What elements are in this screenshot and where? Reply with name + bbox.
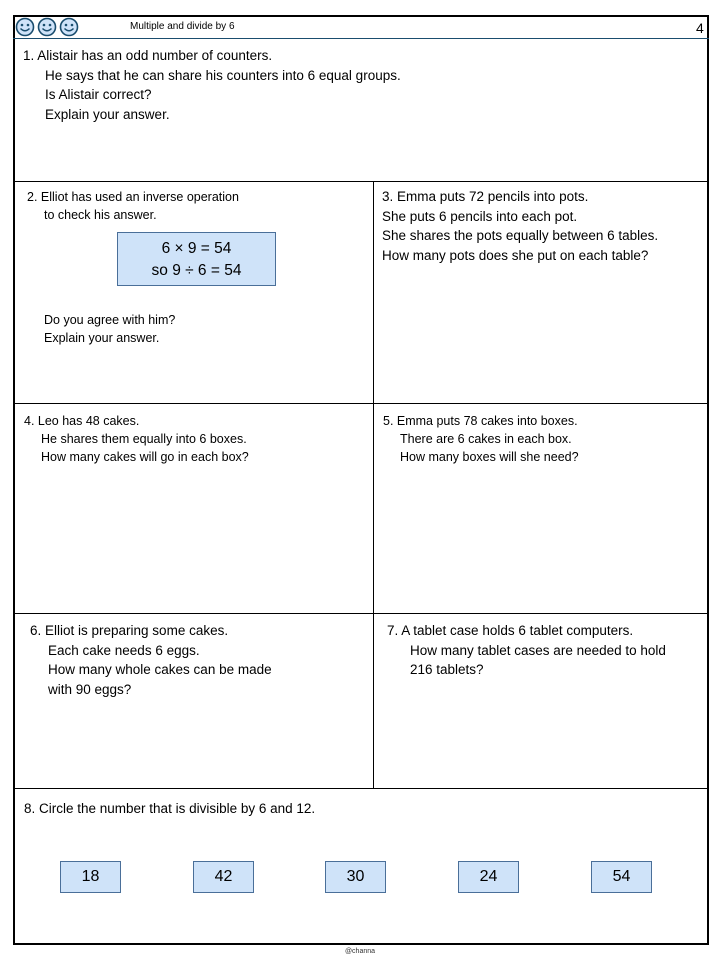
question-text: Each cake needs 6 eggs. (48, 642, 200, 658)
question-text: How many whole cakes can be made (48, 662, 272, 677)
question-text: Do you agree with him? (44, 313, 176, 327)
page-number: 4 (696, 20, 704, 36)
question-text: He says that he can share his counters into 6 equal groups. (45, 67, 401, 83)
question-text: 4. Leo has 48 cakes. (24, 414, 140, 428)
question-text: 2. Elliot has used an inverse operation (27, 190, 239, 204)
question-text: 8. Circle the number that is divisible by 6 and 12. (24, 801, 316, 816)
question-4 (24, 412, 249, 466)
section-divider (13, 788, 709, 789)
question-2 (27, 188, 239, 224)
question-1 (23, 46, 401, 124)
worksheet-title: Multiple and divide by 6 (130, 21, 235, 32)
question-text: How many cakes will go in each box? (41, 450, 249, 464)
question-text: She shares the pots equally between 6 tables. (382, 228, 659, 243)
question-text: How many pots does she put on each table? (382, 247, 649, 263)
column-divider (373, 181, 374, 788)
equation-line: 6 × 9 = 54 (161, 240, 232, 257)
question-text: There are 6 cakes in each box. (400, 432, 572, 446)
header-faces (15, 17, 79, 37)
question-7 (387, 621, 666, 680)
question-text: Is Alistair correct? (45, 87, 152, 102)
number-option[interactable]: 54 (591, 861, 652, 893)
header-divider (13, 38, 709, 39)
equation-line: so 9 ÷ 6 = 54 (151, 262, 242, 279)
equation-box (117, 232, 276, 286)
section-divider (13, 613, 709, 614)
question-text: 216 tablets? (410, 662, 484, 677)
question-text: How many tablet cases are needed to hold (410, 642, 666, 658)
question-text: How many boxes will she need? (400, 450, 579, 464)
question-text: with 90 eggs? (48, 681, 132, 697)
question-text: Explain your answer. (45, 106, 170, 122)
smiley-face-icon (59, 17, 79, 37)
section-divider (13, 403, 709, 404)
number-option[interactable]: 24 (458, 861, 519, 893)
question-text: to check his answer. (44, 208, 157, 222)
question-text: 7. A tablet case holds 6 tablet computers. (387, 623, 634, 638)
question-text: 3. Emma puts 72 pencils into pots. (382, 189, 589, 204)
section-divider (13, 181, 709, 182)
question-8 (24, 799, 315, 819)
number-option[interactable]: 30 (325, 861, 386, 893)
question-5 (383, 412, 579, 466)
smiley-face-icon (15, 17, 35, 37)
number-option[interactable]: 18 (60, 861, 121, 893)
question-text: 5. Emma puts 78 cakes into boxes. (383, 414, 578, 428)
question-text: Explain your answer. (44, 331, 160, 345)
question-text: 1. Alistair has an odd number of counters. (23, 48, 273, 63)
number-option[interactable]: 42 (193, 861, 254, 893)
question-text: He shares them equally into 6 boxes. (41, 432, 247, 446)
question-text: 6. Elliot is preparing some cakes. (30, 623, 229, 638)
question-text: She puts 6 pencils into each pot. (382, 208, 578, 224)
question-6 (30, 621, 272, 699)
question-2-followup (44, 311, 175, 347)
question-3 (382, 187, 658, 265)
footer-credit: @channa (344, 948, 376, 955)
smiley-face-icon (37, 17, 57, 37)
